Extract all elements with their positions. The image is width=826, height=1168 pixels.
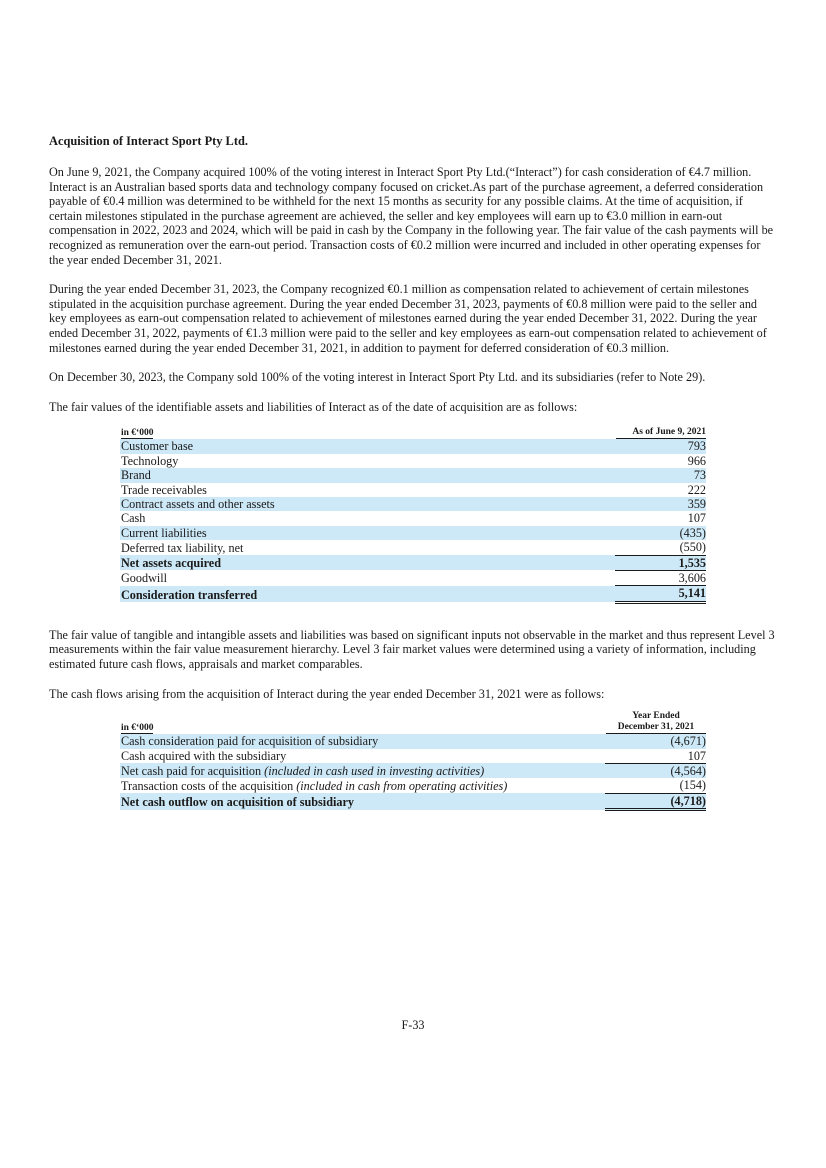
table-header-label: in €‘000 — [121, 428, 154, 439]
row-label: Consideration transferred — [120, 586, 615, 602]
row-value: 107 — [687, 511, 706, 526]
row-value: 3,606 — [615, 570, 706, 585]
row-label: Goodwill — [121, 571, 168, 586]
table-row — [120, 526, 706, 540]
row-value: (154) — [605, 778, 706, 793]
table-row — [120, 468, 706, 482]
table-header-row — [120, 427, 706, 439]
table-header-label: in €‘000 — [121, 723, 154, 734]
row-label: Cash acquired with the subsidiary — [121, 749, 287, 764]
table-row — [120, 734, 706, 748]
fair-values-table — [120, 427, 706, 603]
table-row — [120, 454, 706, 468]
row-value: (550) — [615, 540, 706, 555]
row-label: Net cash paid for acquisition — [121, 763, 265, 778]
row-value: (4,564) — [605, 763, 706, 778]
table-row — [120, 540, 706, 555]
table-row — [120, 749, 706, 764]
table-row — [120, 483, 706, 497]
row-label: Technology — [121, 453, 179, 468]
table-row — [120, 778, 706, 793]
row-label: Net assets acquired — [120, 555, 615, 570]
row-label: Brand — [120, 468, 615, 482]
row-value: 5,141 — [615, 586, 706, 602]
table-header-value-line2: December 31, 2021 — [606, 722, 706, 734]
cash-flows-table — [120, 711, 706, 811]
row-label: Cash consideration paid for acquisition of subsidiary — [121, 734, 379, 749]
paragraph-disposal: On December 30, 2023, the Company sold 100% of the voting interest in Interact Sport Pty Ltd. and its subsidiaries (refer to Note 29). — [49, 370, 706, 385]
section-heading: Acquisition of Interact Sport Pty Ltd. — [49, 134, 248, 148]
row-value: 359 — [615, 497, 706, 511]
table-row — [120, 570, 706, 585]
paragraph-fair-values-intro: The fair values of the identifiable assets and liabilities of Interact as of the date of acquisition are as follows: — [49, 399, 578, 414]
table-row — [120, 763, 706, 778]
row-value: (4,718) — [605, 793, 706, 809]
row-label: Cash — [121, 511, 146, 526]
row-value: 222 — [687, 482, 706, 497]
row-label: Customer base — [120, 439, 615, 453]
row-value: 966 — [687, 453, 706, 468]
table-row — [120, 439, 706, 453]
table-row — [120, 497, 706, 511]
paragraph-cash-flows-intro: The cash flows arising from the acquisition of Interact during the year ended December 31, 2021 were as follows: — [49, 686, 605, 701]
table-row-total — [120, 586, 706, 602]
table-row-subtotal — [120, 555, 706, 570]
table-header-value-line1: Year Ended — [632, 711, 680, 722]
row-label: Trade receivables — [121, 482, 207, 497]
row-value: 73 — [615, 468, 706, 482]
paragraph-level3-measurement: The fair value of tangible and intangible assets and liabilities was based on significant inputs not observable in the market and thus represent Level 3 measurements within the fair value measurement hierarchy. Level 3 fair market values were determined using a variety of information, including estimated future cash flows, appraisals and market comparables. — [49, 627, 775, 671]
row-note: (included in cash from operating activities) — [296, 778, 508, 793]
row-value: 107 — [605, 749, 706, 764]
document-body — [49, 134, 777, 811]
row-label: Transaction costs of the acquisition — [121, 778, 297, 793]
row-value: 793 — [615, 439, 706, 453]
row-label: Current liabilities — [120, 526, 615, 540]
row-note: (included in cash used in investing activities) — [264, 763, 485, 778]
table-row — [120, 511, 706, 525]
row-value: 1,535 — [615, 555, 706, 570]
paragraph-earnout-payments: During the year ended December 31, 2023, the Company recognized €0.1 million as compensation related to achievement of certain milestones stipulated in the acquisition purchase agreement. During the year ended December 31, 2023, payments of €0.8 million were paid to the seller and key employees as earn-out compensation related to achievement of milestones earned during the year ended December 31, 2022. During the year ended December 31, 2022, payments of €1.3 million were paid to the seller and key employees as earn-out compensation related to achievement of milestones earned during the year ended December 31, 2021, in addition to payment for deferred consideration of €0.3 million. — [49, 282, 767, 355]
table-header-value: As of June 9, 2021 — [616, 427, 706, 439]
row-value: (4,671) — [605, 734, 706, 748]
row-label: Contract assets and other assets — [120, 497, 615, 511]
paragraph-acquisition-terms: On June 9, 2021, the Company acquired 100% of the voting interest in Interact Sport Pty Ltd.(“Interact”) for cash consideration of €4.7 million. Interact is an Australian based sports data and technology company focused on cricket.As part of the purchase agreement, a deferred consideration payable of €0.4 million was determined to be withheld for the next 15 months as security for any possible claims. At the time of acquisition, if certain milestones stipulated in the purchase agreement are achieved, the seller and key employees will earn up to €3.0 million in earn-out compensation in 2022, 2023 and 2024, which will be paid in cash by the Company in the following year. The fair value of the cash payments will be recognized as remuneration over the earn-out period. Transaction costs of €0.2 million were incurred and included in other operating expenses for the year ended December 31, 2021. — [49, 165, 774, 267]
row-label: Net cash outflow on acquisition of subsidiary — [121, 795, 354, 810]
row-label: Deferred tax liability, net — [121, 540, 244, 555]
row-value: (435) — [615, 526, 706, 540]
table-header-row — [120, 711, 706, 734]
page-number: F-33 — [401, 1018, 425, 1032]
table-row-total — [120, 793, 706, 809]
